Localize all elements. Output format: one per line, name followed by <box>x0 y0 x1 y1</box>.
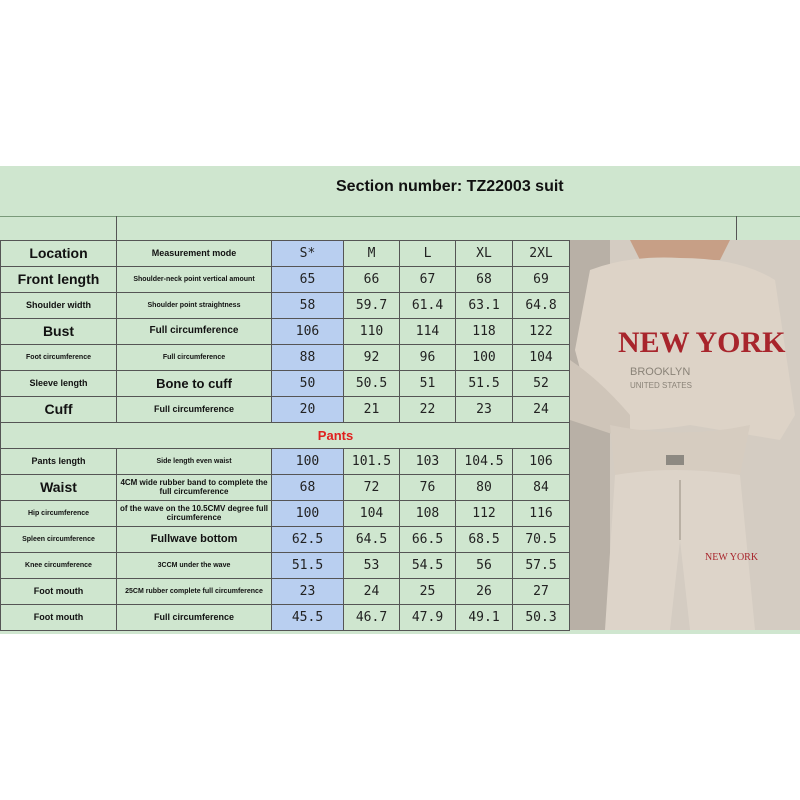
chart-title: Section number: TZ22003 suit <box>336 178 564 195</box>
location-cell: Spleen circumference <box>1 527 117 553</box>
value-cell: 59.7 <box>344 293 400 319</box>
table-row <box>1 579 570 605</box>
value-cell: 64.5 <box>344 527 400 553</box>
location-cell: Sleeve length <box>1 371 117 397</box>
value-cell: 100 <box>272 449 344 475</box>
value-cell: 21 <box>344 397 400 423</box>
value-cell: 103 <box>400 449 456 475</box>
location-cell: Hip circumference <box>1 501 117 527</box>
value-cell: 70.5 <box>513 527 570 553</box>
table-row <box>1 449 570 475</box>
table-row <box>1 397 570 423</box>
value-cell: 106 <box>272 319 344 345</box>
value-cell: 51.5 <box>456 371 513 397</box>
grid-line <box>116 216 117 240</box>
table-row <box>1 475 570 501</box>
value-cell: 25 <box>400 579 456 605</box>
mode-cell: Shoulder point straightness <box>117 293 272 319</box>
mode-cell: of the wave on the 10.5CMV degree full circumference <box>117 501 272 527</box>
value-cell: 22 <box>400 397 456 423</box>
blank-cell <box>117 423 272 449</box>
table-row <box>1 319 570 345</box>
value-cell: 80 <box>456 475 513 501</box>
table-row <box>1 605 570 631</box>
pants-section-label: Pants <box>272 423 400 449</box>
pants-print: NEW YORK <box>705 552 759 563</box>
value-cell: 24 <box>513 397 570 423</box>
value-cell: 67 <box>400 267 456 293</box>
size-header: XL <box>456 241 513 267</box>
size-header: M <box>344 241 400 267</box>
blank-cell <box>1 423 117 449</box>
location-cell: Foot mouth <box>1 605 117 631</box>
table-row <box>1 527 570 553</box>
value-cell: 69 <box>513 267 570 293</box>
location-cell: Front length <box>1 267 117 293</box>
header-location: Location <box>1 241 117 267</box>
location-cell: Shoulder width <box>1 293 117 319</box>
value-cell: 104.5 <box>456 449 513 475</box>
mode-cell: Side length even waist <box>117 449 272 475</box>
location-cell: Foot mouth <box>1 579 117 605</box>
mode-cell: Full circumference <box>117 319 272 345</box>
section-row <box>1 423 570 449</box>
grid-line <box>736 216 737 240</box>
location-cell: Knee circumference <box>1 553 117 579</box>
header-mode: Measurement mode <box>117 241 272 267</box>
value-cell: 63.1 <box>456 293 513 319</box>
value-cell: 100 <box>272 501 344 527</box>
table-row <box>1 345 570 371</box>
value-cell: 118 <box>456 319 513 345</box>
model-neck <box>630 240 730 260</box>
location-cell: Pants length <box>1 449 117 475</box>
mode-cell: 4CM wide rubber band to complete the full circumference <box>117 475 272 501</box>
table-row <box>1 267 570 293</box>
sweatshirt-subprint-2: UNITED STATES <box>630 381 692 390</box>
value-cell: 92 <box>344 345 400 371</box>
value-cell: 100 <box>456 345 513 371</box>
value-cell: 65 <box>272 267 344 293</box>
location-cell: Foot circumference <box>1 345 117 371</box>
value-cell: 88 <box>272 345 344 371</box>
value-cell: 104 <box>513 345 570 371</box>
header-row <box>1 241 570 267</box>
mode-cell: 25CM rubber complete full circumference <box>117 579 272 605</box>
value-cell: 56 <box>456 553 513 579</box>
value-cell: 45.5 <box>272 605 344 631</box>
value-cell: 66 <box>344 267 400 293</box>
value-cell: 58 <box>272 293 344 319</box>
value-cell: 50.3 <box>513 605 570 631</box>
mode-cell: Full circumference <box>117 345 272 371</box>
value-cell: 62.5 <box>272 527 344 553</box>
sweatshirt-print: NEW YORK <box>618 326 786 359</box>
waistband <box>610 425 750 475</box>
value-cell: 23 <box>456 397 513 423</box>
mode-cell: Full circumference <box>117 397 272 423</box>
mode-cell: Shoulder-neck point vertical amount <box>117 267 272 293</box>
size-header: 2XL <box>513 241 570 267</box>
value-cell: 49.1 <box>456 605 513 631</box>
mode-cell: 3CCM under the wave <box>117 553 272 579</box>
value-cell: 101.5 <box>344 449 400 475</box>
value-cell: 66.5 <box>400 527 456 553</box>
table-row <box>1 293 570 319</box>
title-row <box>0 166 800 217</box>
location-cell: Cuff <box>1 397 117 423</box>
waist-tag <box>666 455 684 465</box>
sweatshirt-subprint: BROOKLYN <box>630 366 691 378</box>
value-cell: 114 <box>400 319 456 345</box>
mode-cell: Bone to cuff <box>117 371 272 397</box>
size-header: L <box>400 241 456 267</box>
value-cell: 61.4 <box>400 293 456 319</box>
location-cell: Waist <box>1 475 117 501</box>
value-cell: 108 <box>400 501 456 527</box>
location-cell: Bust <box>1 319 117 345</box>
table-row <box>1 501 570 527</box>
value-cell: 68 <box>456 267 513 293</box>
blank-cell <box>513 423 570 449</box>
value-cell: 112 <box>456 501 513 527</box>
size-header: S* <box>272 241 344 267</box>
value-cell: 104 <box>344 501 400 527</box>
value-cell: 110 <box>344 319 400 345</box>
value-cell: 68.5 <box>456 527 513 553</box>
value-cell: 54.5 <box>400 553 456 579</box>
spacer-row <box>0 216 800 241</box>
blank-cell <box>400 423 456 449</box>
value-cell: 52 <box>513 371 570 397</box>
value-cell: 24 <box>344 579 400 605</box>
value-cell: 23 <box>272 579 344 605</box>
value-cell: 122 <box>513 319 570 345</box>
value-cell: 68 <box>272 475 344 501</box>
product-photo <box>570 240 800 630</box>
value-cell: 76 <box>400 475 456 501</box>
value-cell: 64.8 <box>513 293 570 319</box>
value-cell: 57.5 <box>513 553 570 579</box>
value-cell: 47.9 <box>400 605 456 631</box>
mode-cell: Full circumference <box>117 605 272 631</box>
value-cell: 53 <box>344 553 400 579</box>
value-cell: 20 <box>272 397 344 423</box>
value-cell: 72 <box>344 475 400 501</box>
table-row <box>1 553 570 579</box>
blank-cell <box>456 423 513 449</box>
value-cell: 27 <box>513 579 570 605</box>
value-cell: 84 <box>513 475 570 501</box>
value-cell: 46.7 <box>344 605 400 631</box>
table-row <box>1 371 570 397</box>
value-cell: 96 <box>400 345 456 371</box>
value-cell: 51 <box>400 371 456 397</box>
mode-cell: Fullwave bottom <box>117 527 272 553</box>
value-cell: 106 <box>513 449 570 475</box>
value-cell: 51.5 <box>272 553 344 579</box>
value-cell: 50 <box>272 371 344 397</box>
value-cell: 26 <box>456 579 513 605</box>
size-table <box>0 240 570 631</box>
model-illustration <box>570 240 800 630</box>
value-cell: 116 <box>513 501 570 527</box>
value-cell: 50.5 <box>344 371 400 397</box>
